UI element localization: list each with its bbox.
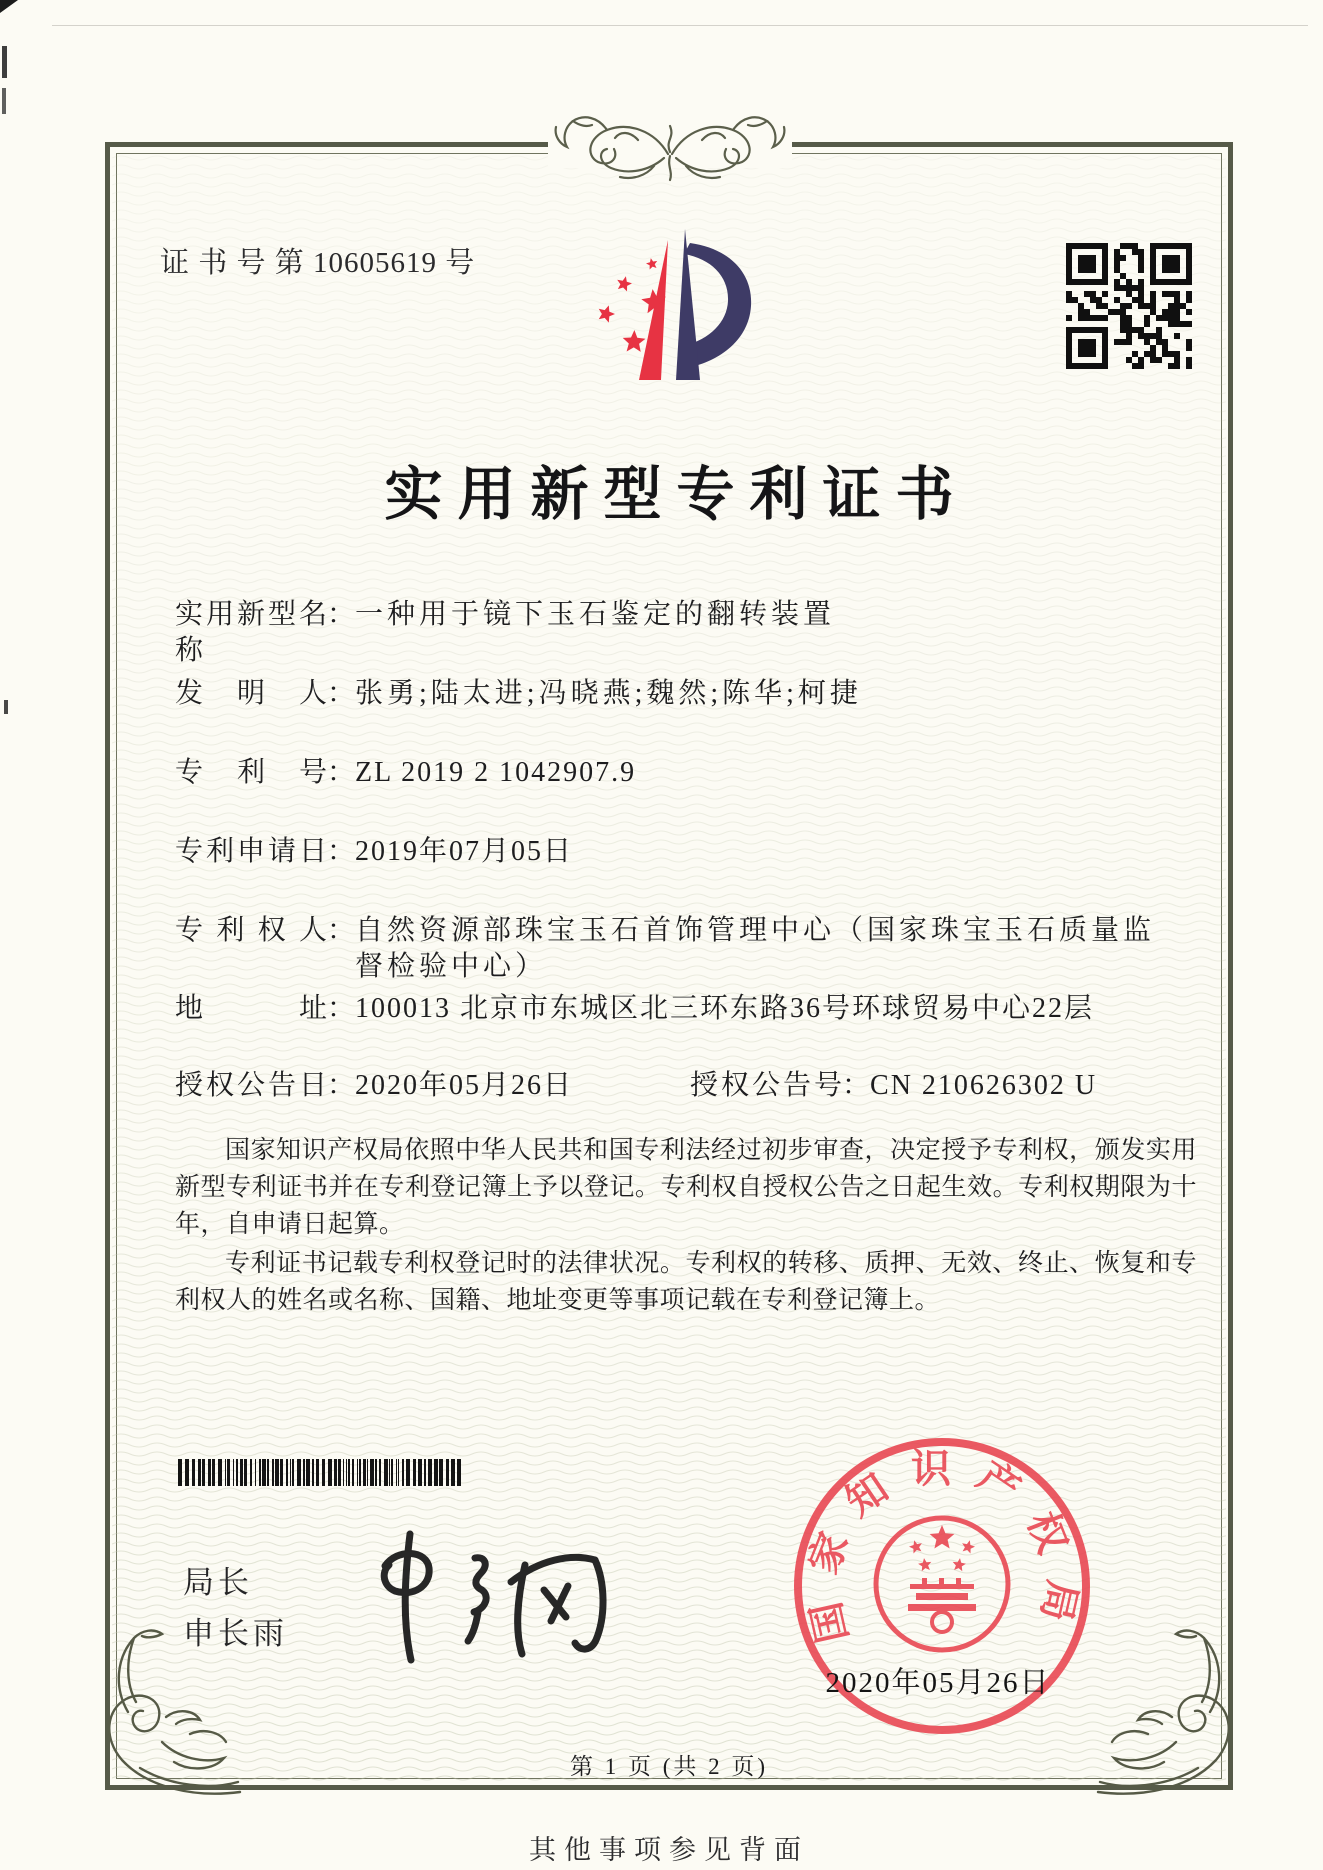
field-grant-number [690,1068,1190,1104]
back-side-note: 其他事项参见背面 [529,1835,809,1865]
field-colon: ： [327,915,356,946]
national-emblem [876,1518,1008,1650]
page-number: 第 1 页 (共 2 页) [569,1754,769,1779]
barcode [178,1459,464,1486]
seal-org-text: 国家知识产权局 [798,1446,1086,1647]
field-label: 地址 [175,993,327,1024]
field-filing-date [175,834,1185,870]
qr-code [1066,243,1192,369]
field-label: 授权公告号 [690,1070,842,1101]
field-colon: ： [327,1070,356,1101]
scan-artifact [0,0,18,13]
field-value: CN 210626302 U [870,1070,1098,1101]
director-signature [355,1520,613,1670]
svg-text:国家知识产权局 [799,1446,1086,1647]
field-patentee [175,913,1185,985]
director-name: 申长雨 [183,1616,288,1651]
field-value: 100013 北京市东城区北三环东路36号环球贸易中心22层 [355,993,1095,1024]
field-value: 2020年05月26日 [355,1070,574,1101]
field-label: 实用新型名称 [175,599,327,666]
field-label: 发明人 [175,678,327,709]
director-role-label: 局长 [183,1565,253,1600]
field-colon: ： [327,757,356,788]
dragon-scroll-ornament [470,100,870,200]
field-value: 2019年07月05日 [355,836,574,867]
field-label: 专利权人 [175,915,327,946]
legal-text-block [175,1132,1197,1319]
seal-date: 2020年05月26日 [825,1667,1051,1699]
scan-artifact [4,700,8,714]
scan-artifact [2,88,6,114]
scan-line [52,25,1308,26]
certificate-title: 实用新型专利证书 [384,462,969,527]
field-value: ZL 2019 2 1042907.9 [355,757,637,788]
cnipa-patent-logo [572,222,767,394]
field-address [175,991,1185,1027]
certificate-number: 证 书 号 第 10605619 号 [160,247,476,279]
scan-artifact [2,46,7,78]
legal-paragraph-2: 专利证书记载专利权登记时的法律状况。专利权的转移、质押、无效、终止、恢复和专利权人的姓名或名称、国籍、地址变更等事项记载在专利登记簿上。 [175,1250,1197,1314]
field-utility-model-name [175,597,1185,669]
field-colon: ： [327,678,356,709]
field-label: 授权公告日 [175,1070,327,1101]
field-value: 自然资源部珠宝玉石首饰管理中心（国家珠宝玉石质量监督检验中心） [355,915,1156,982]
field-colon: ： [327,993,356,1024]
field-colon: ： [842,1070,871,1101]
legal-paragraph-1: 国家知识产权局依照中华人民共和国专利法经过初步审查，决定授予专利权，颁发实用新型专利证书并在专利登记簿上予以登记。专利权自授权公告之日起生效。专利权期限为十年，自申请日起算。 [175,1137,1197,1238]
field-grant-date [175,1068,690,1104]
field-inventors [175,676,1185,712]
field-colon: ： [327,836,356,867]
field-patent-number [175,755,1185,791]
field-label: 专利申请日 [175,836,327,867]
field-colon: ： [327,599,356,630]
field-value: 一种用于镜下玉石鉴定的翻转装置 [355,599,836,630]
field-value: 张勇;陆太进;冯晓燕;魏然;陈华;柯捷 [355,678,862,709]
field-label: 专利号 [175,757,327,788]
